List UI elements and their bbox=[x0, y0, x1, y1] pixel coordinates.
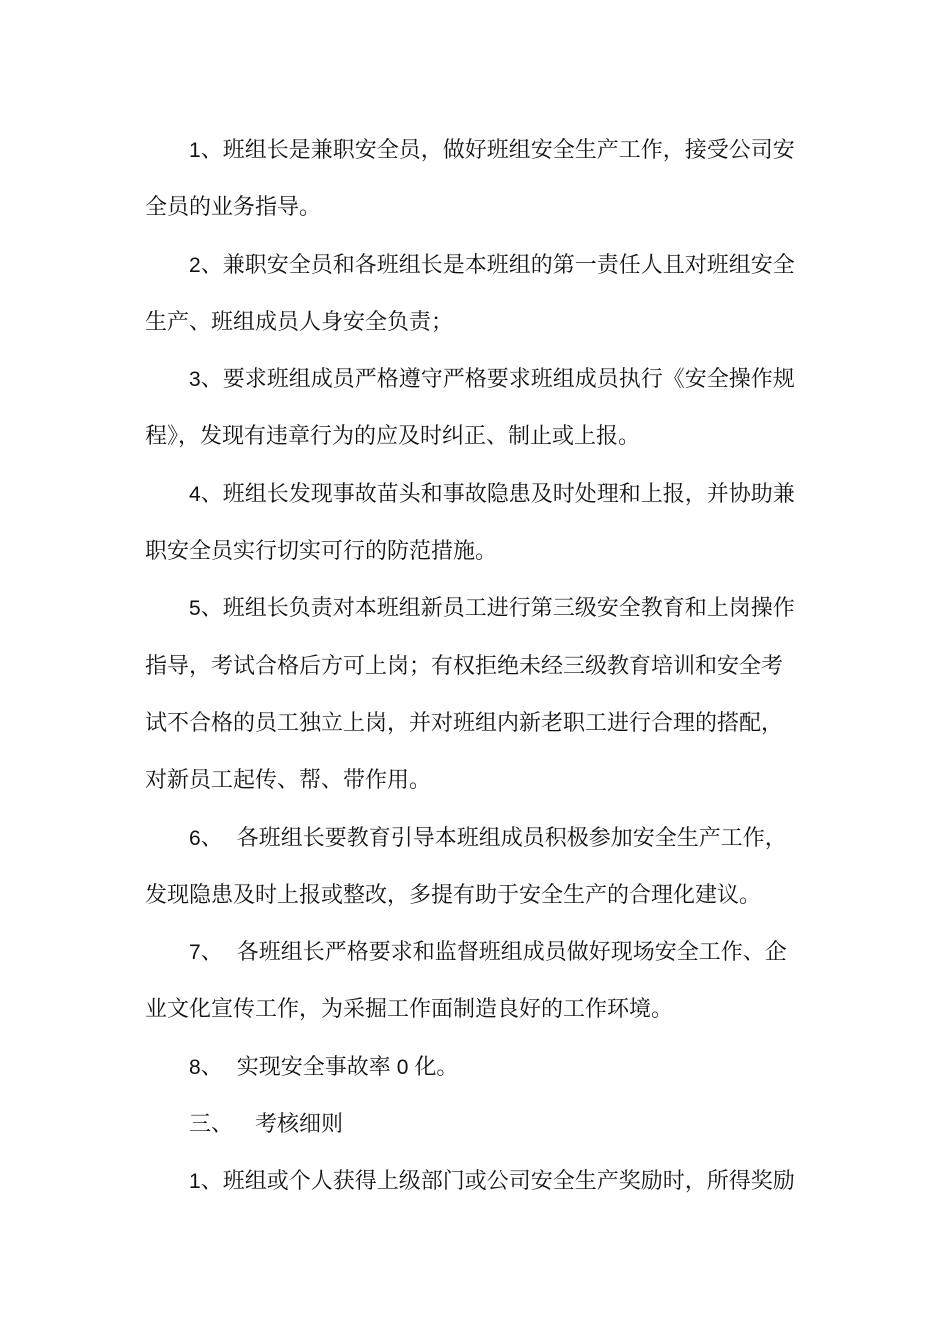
paragraph-text: 指导，考试合格后方可上岗；有权拒绝未经三级教育培训和安全考 bbox=[145, 653, 784, 679]
paragraph-1-line-2 bbox=[145, 188, 807, 245]
paragraph-number: 1 bbox=[189, 1170, 201, 1194]
paragraph-1-line-1 bbox=[145, 131, 807, 188]
paragraph-text: 程》，发现有违章行为的应及时纠正、制止或上报。 bbox=[145, 424, 641, 450]
paragraph-5-line-4 bbox=[145, 761, 807, 818]
paragraph-5-line-1 bbox=[145, 589, 807, 646]
paragraph-4-line-2 bbox=[145, 532, 807, 589]
paragraph-number: 1 bbox=[189, 139, 201, 162]
paragraph-text: 化。 bbox=[414, 1054, 459, 1080]
paragraph-number: 7 bbox=[189, 941, 201, 965]
paragraph-text: 试不合格的员工独立上岗，并对班组内新老职工进行合理的搭配， bbox=[145, 710, 784, 736]
paragraph-text: 对新员工起传、帮、带作用。 bbox=[145, 768, 432, 794]
section-number: 三、 bbox=[189, 1112, 234, 1138]
paragraph-4-line-1 bbox=[145, 475, 807, 532]
paragraph-6-line-1 bbox=[145, 819, 807, 876]
paragraph-text: 、班组长是兼职安全员，做好班组安全生产工作，接受公司安 bbox=[200, 138, 795, 163]
paragraph-punct: 、 bbox=[200, 1054, 223, 1080]
paragraph-2-line-2 bbox=[145, 303, 807, 360]
paragraph-punct: 、 bbox=[200, 825, 223, 851]
paragraph-number: 5 bbox=[189, 597, 201, 621]
paragraph-text: 、班组或个人获得上级部门或公司安全生产奖励时，所得奖励 bbox=[200, 1169, 795, 1195]
paragraph-number: 8 bbox=[189, 1055, 201, 1079]
paragraph-text: 业文化宣传工作，为采掘工作面制造良好的工作环境。 bbox=[145, 997, 674, 1023]
paragraph-5-line-2 bbox=[145, 647, 807, 704]
paragraph-punct: 、 bbox=[200, 940, 223, 966]
paragraph-2-line-1 bbox=[145, 246, 807, 303]
paragraph-6-line-2 bbox=[145, 876, 807, 933]
paragraph-7-line-1 bbox=[145, 933, 807, 990]
paragraph-text: 实现安全事故率 bbox=[236, 1054, 391, 1080]
paragraph-5-line-3 bbox=[145, 704, 807, 761]
paragraph-text: 职安全员实行切实可行的防范措施。 bbox=[145, 539, 498, 565]
paragraph-8-line-1 bbox=[145, 1048, 807, 1105]
paragraph-text: 发现隐患及时上报或整改，多提有助于安全生产的合理化建议。 bbox=[145, 882, 762, 908]
paragraph-text: 生产、班组成员人身安全负责； bbox=[145, 309, 454, 335]
paragraph-number: 3 bbox=[189, 368, 201, 392]
paragraph-text: 全员的业务指导。 bbox=[145, 195, 322, 221]
rate-value: 0 bbox=[396, 1055, 409, 1079]
paragraph-3-line-2 bbox=[145, 417, 807, 474]
paragraph-number: 4 bbox=[189, 482, 201, 506]
section-3-paragraph-1-line-1 bbox=[145, 1162, 807, 1219]
paragraph-text: 、兼职安全员和各班组长是本班组的第一责任人且对班组安全 bbox=[200, 252, 795, 278]
paragraph-text: 、班组长发现事故苗头和事故隐患及时处理和上报，并协助兼 bbox=[200, 481, 795, 507]
paragraph-3-line-1 bbox=[145, 360, 807, 417]
paragraph-number: 2 bbox=[189, 253, 201, 277]
section-heading bbox=[145, 1105, 807, 1162]
paragraph-text: 、班组长负责对本班组新员工进行第三级安全教育和上岗操作 bbox=[200, 596, 795, 622]
paragraph-text: 各班组长要教育引导本班组成员积极参加安全生产工作， bbox=[236, 825, 787, 851]
paragraph-text: 各班组长严格要求和监督班组成员做好现场安全工作、企 bbox=[236, 940, 787, 966]
document-body bbox=[145, 131, 807, 1220]
paragraph-7-line-2 bbox=[145, 990, 807, 1047]
paragraph-text: 、要求班组成员严格遵守严格要求班组成员执行《安全操作规 bbox=[200, 367, 795, 393]
paragraph-number: 6 bbox=[189, 826, 201, 850]
section-title: 考核细则 bbox=[255, 1112, 344, 1138]
